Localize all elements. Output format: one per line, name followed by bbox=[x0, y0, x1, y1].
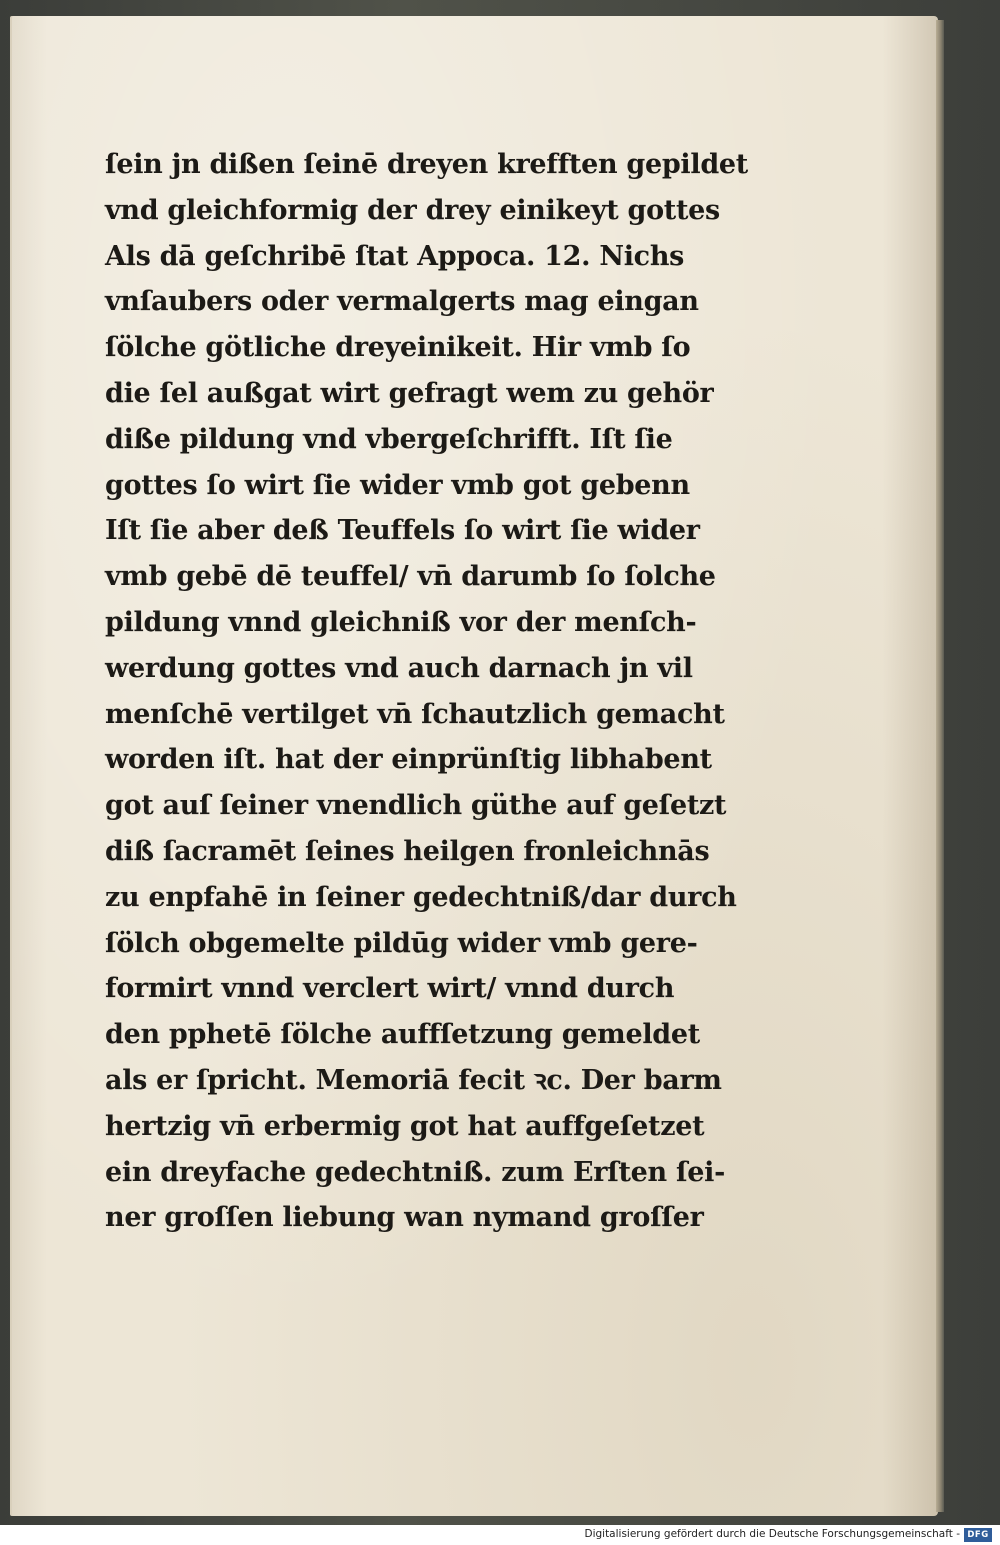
text-line: Als dā geſchribē ſtat Appoca. 12. Nichs bbox=[105, 240, 685, 272]
text-line: den pphetē ſölche auffſetzung gemeldet bbox=[105, 1019, 700, 1051]
text-line: als er ſpricht. Memoriā fecit ꝛc. Der barm bbox=[105, 1064, 722, 1096]
text-line: formirt vnnd verclert wirt/ vnnd durch bbox=[105, 973, 675, 1005]
text-line: diße pildung vnd vbergeſchrifft. Iſt ſie bbox=[105, 423, 673, 455]
text-line: vnſaubers oder vermalgerts mag eingan bbox=[105, 286, 699, 318]
page-edge bbox=[936, 20, 944, 1512]
text-line: hertzig vn̄ erbermig got hat auffgeſetzet bbox=[105, 1110, 705, 1142]
text-line: worden iſt. hat der einprünſtig libhabent bbox=[105, 744, 712, 776]
footer-bar bbox=[0, 1525, 1000, 1545]
text-line: pildung vnnd gleichniß vor der menſch- bbox=[105, 606, 697, 638]
text-line: got auſ ſeiner vnendlich güthe auf geſetzt bbox=[105, 790, 727, 822]
text-line: Iſt ſie aber deß Teuffels ſo wirt ſie wider bbox=[105, 515, 700, 547]
book-page bbox=[10, 16, 938, 1516]
text-line: die ſel außgat wirt gefragt wem zu gehör bbox=[105, 377, 714, 409]
funding-credit: Digitalisierung gefördert durch die Deutsche Forschungsgemeinschaft - bbox=[584, 1528, 960, 1540]
text-line: ſölche götliche dreyeinikeit. Hir vmb ſo bbox=[105, 332, 691, 364]
text-block bbox=[105, 142, 805, 1241]
text-line: gottes ſo wirt ſie wider vmb got gebenn bbox=[105, 469, 690, 501]
text-line: werdung gottes vnd auch darnach jn vil bbox=[105, 652, 693, 684]
text-line: ner groſſen liebung wan nymand groſſer bbox=[105, 1202, 704, 1234]
text-line: vnd gleichformig der drey einikeyt gottes bbox=[105, 194, 720, 226]
text-line: ein dreyfache gedechtniß. zum Erſten ſei- bbox=[105, 1156, 726, 1188]
text-line: menſchē vertilget vn̄ ſchautzlich gemacht bbox=[105, 698, 725, 730]
text-line: ſölch obgemelte pildūg wider vmb gere- bbox=[105, 927, 698, 959]
text-line: ſein jn dißen ſeinē dreyen krefften gepildet bbox=[105, 149, 748, 180]
dfg-logo: DFG bbox=[964, 1528, 992, 1542]
text-line: diß ſacramēt ſeines heilgen fronleichnās bbox=[105, 835, 710, 867]
text-line: vmb gebē dē teuffel/ vn̄ darumb ſo ſolche bbox=[105, 561, 716, 593]
text-line: zu enpfahē in ſeiner gedechtniß/dar durch bbox=[105, 881, 737, 913]
